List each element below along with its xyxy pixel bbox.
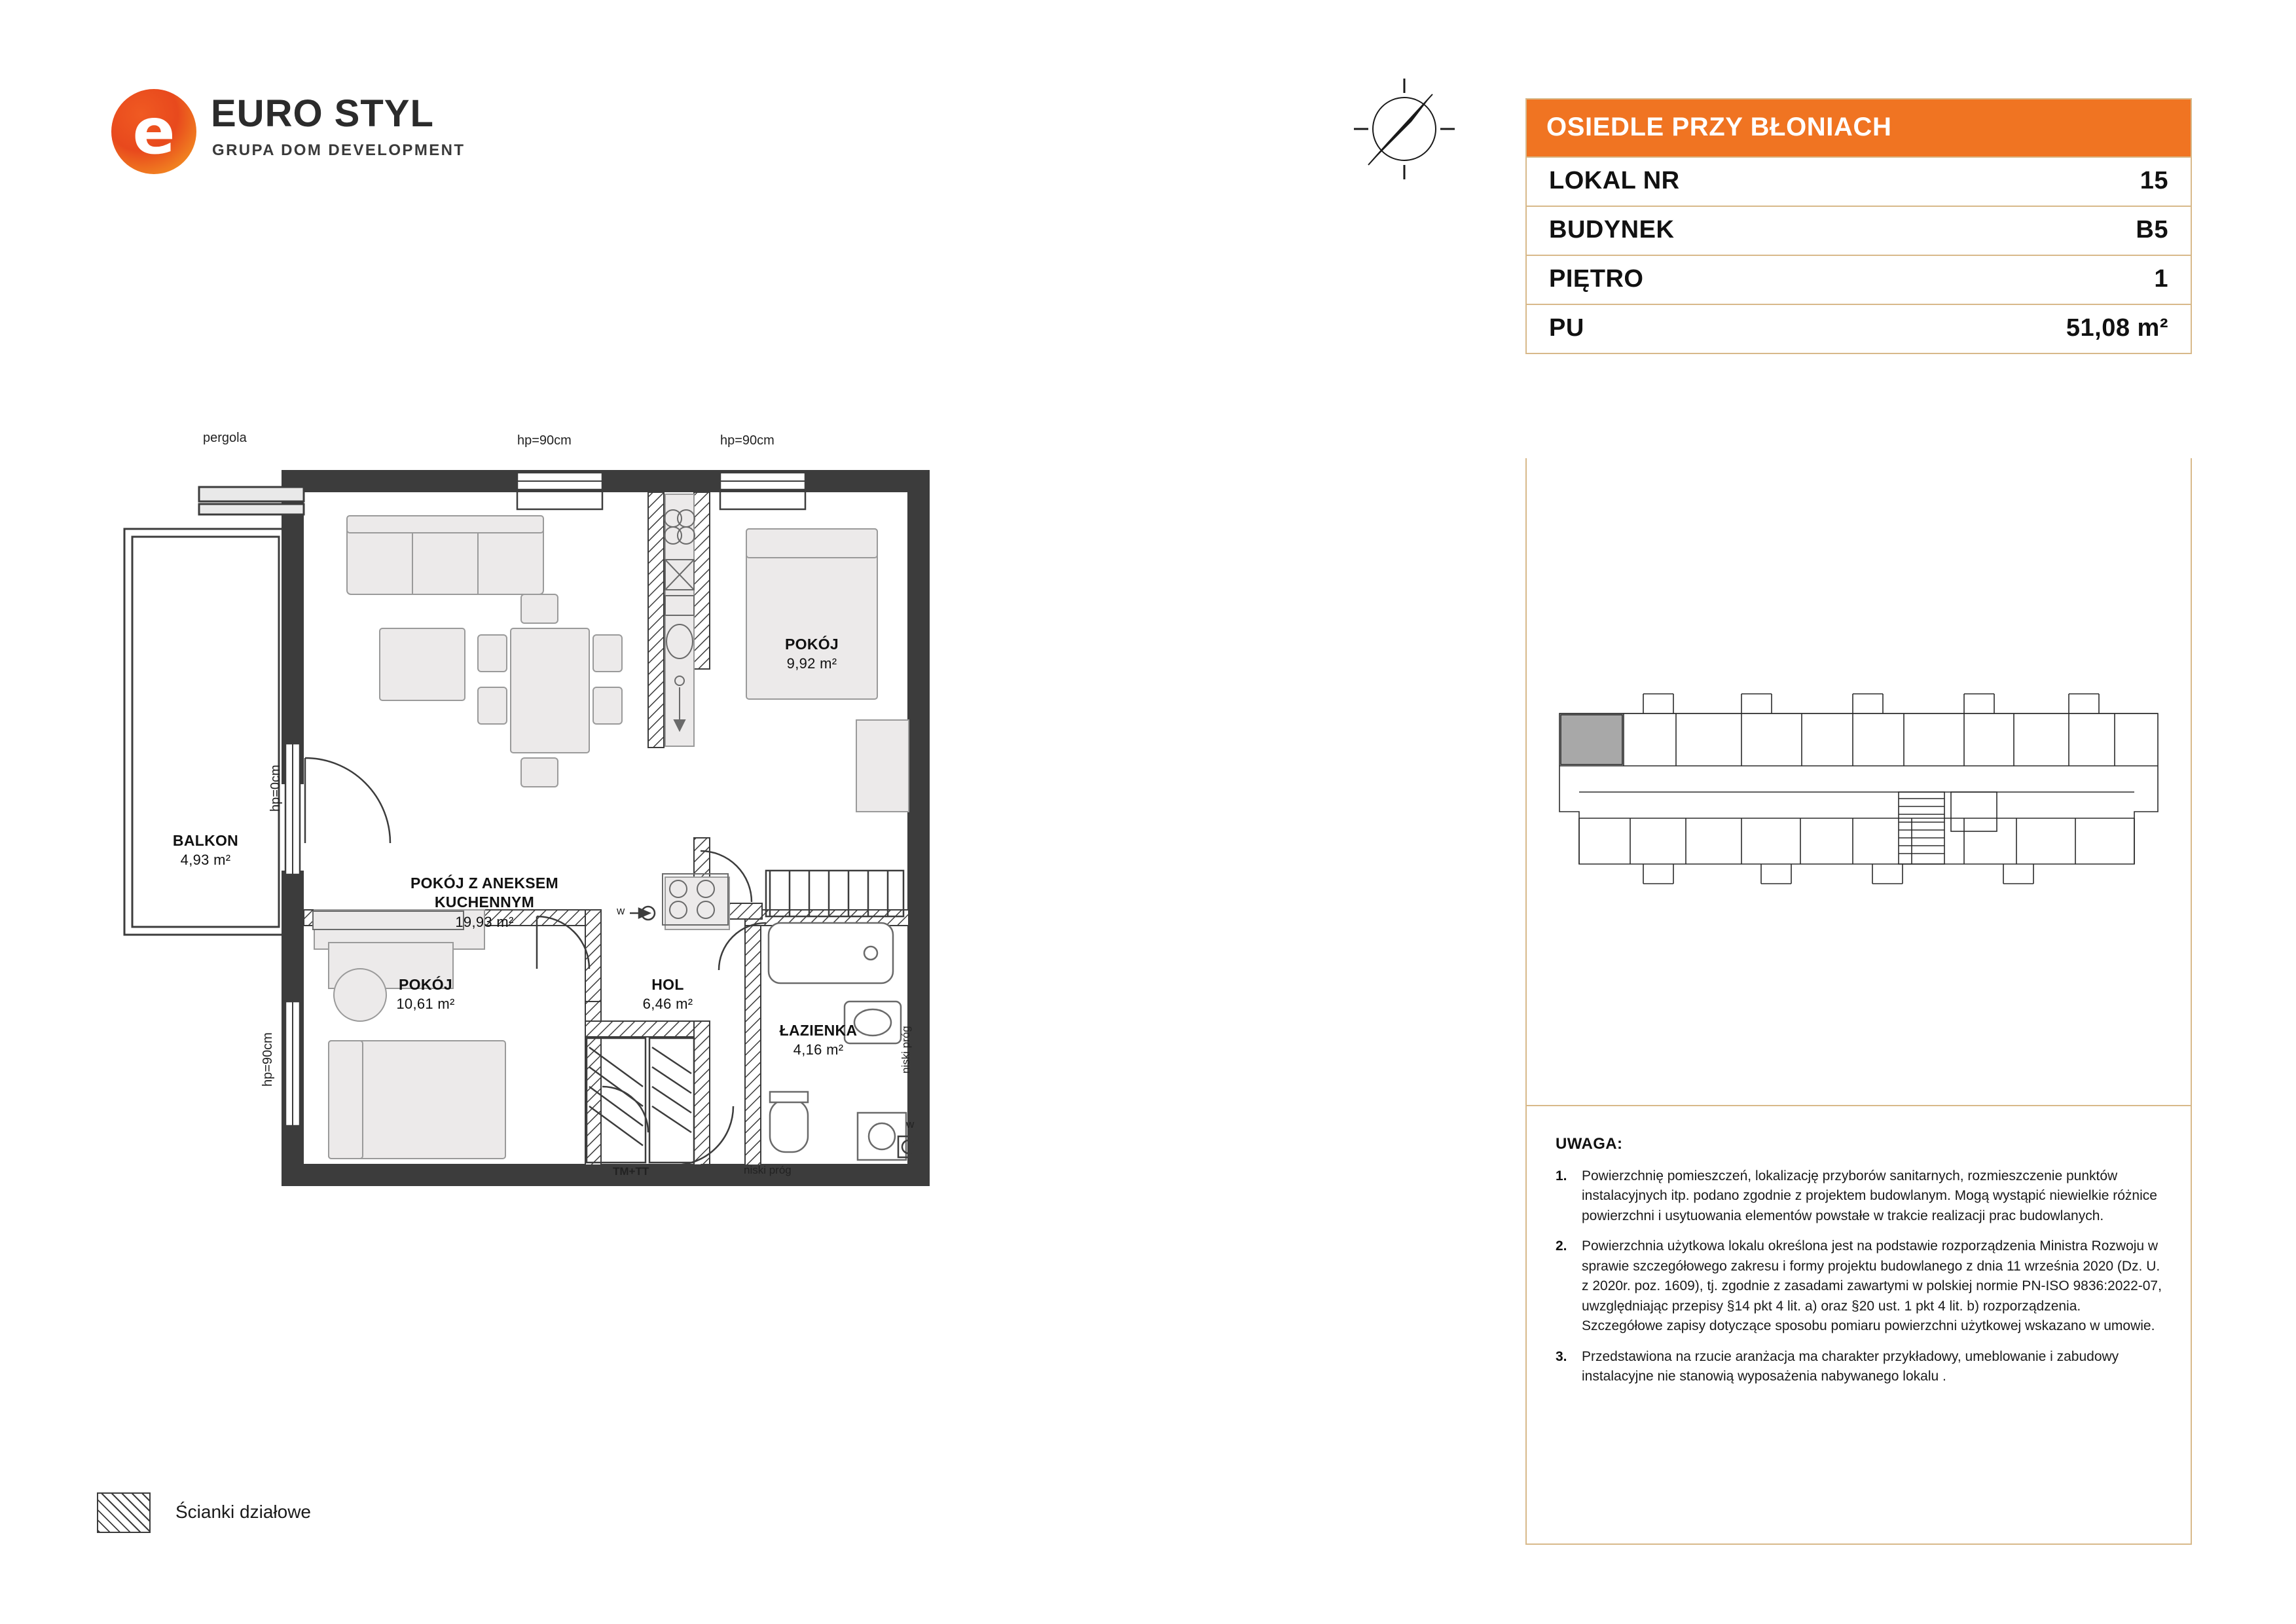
note-text: Przedstawiona na rzucie aranżacja ma charakter przykładowy, umeblowanie i zabudowy instalacyjne nie stanowią wyposażenia nabywanego lokalu . bbox=[1582, 1348, 2119, 1384]
company-logo bbox=[111, 84, 517, 189]
room-area: 6,46 m² bbox=[642, 996, 693, 1013]
room-area: 4,16 m² bbox=[793, 1041, 844, 1058]
logo-tagline: GRUPA DOM DEVELOPMENT bbox=[212, 141, 465, 159]
legend-label: Ścianki działowe bbox=[175, 1502, 311, 1522]
note-item bbox=[1556, 1347, 2162, 1387]
logo-mark-icon bbox=[111, 89, 196, 174]
notes-panel bbox=[1525, 1106, 2192, 1545]
annotation-hp0-balcony: hp=0cm bbox=[268, 765, 283, 812]
compass-rose-icon bbox=[1349, 73, 1460, 185]
logo-wordmark: EURO STYL bbox=[211, 92, 434, 135]
note-number: 1. bbox=[1556, 1168, 1567, 1183]
info-row-budynek bbox=[1527, 206, 2191, 255]
hatch-swatch-icon bbox=[97, 1492, 151, 1533]
info-row-pu bbox=[1527, 304, 2191, 353]
annotation-w-kitchen: w bbox=[617, 905, 625, 917]
unit-info-panel bbox=[1525, 98, 2192, 354]
annotation-niski-prog-1: niski próg bbox=[744, 1164, 792, 1176]
room-name: BALKON bbox=[172, 832, 239, 849]
logo-letter: e bbox=[132, 95, 175, 168]
note-text: Powierzchnię pomieszczeń, lokalizację przyborów sanitarnych, rozmieszczenie punktów instalacyjnych itp. podano zgodnie z projektem budowlanym. Mogą wystąpić niewielkie różnice powierzchni i usytuowania elementów powstałe w trakcie realizacji prac budowlanych. bbox=[1582, 1168, 2157, 1223]
room-name: POKÓJ Z ANEKSEM KUCHENNYM bbox=[410, 875, 558, 911]
room-label-pokoj-1 bbox=[746, 635, 877, 674]
annotation-hp90-top-right: hp=90cm bbox=[720, 433, 774, 448]
estate-name: OSIEDLE PRZY BŁONIACH bbox=[1527, 99, 2191, 156]
room-name: POKÓJ bbox=[398, 976, 453, 993]
annotation-pergola: pergola bbox=[203, 431, 247, 445]
room-label-balkon bbox=[140, 831, 271, 870]
annotation-hp90-top-left: hp=90cm bbox=[517, 433, 572, 448]
room-label-pokoj-aneks bbox=[386, 874, 583, 931]
info-label-lokal: LOKAL NR bbox=[1549, 167, 1680, 194]
note-item bbox=[1556, 1166, 2162, 1226]
info-value-pu: 51,08 m² bbox=[2066, 314, 2168, 342]
info-value-budynek: B5 bbox=[2136, 216, 2168, 244]
floor-plan-drawing bbox=[85, 393, 1460, 1453]
info-label-pu: PU bbox=[1549, 314, 1584, 342]
annotation-w-bath: w bbox=[906, 1118, 915, 1130]
info-label-pietro: PIĘTRO bbox=[1549, 265, 1644, 293]
info-label-budynek: BUDYNEK bbox=[1549, 216, 1675, 244]
note-number: 3. bbox=[1556, 1348, 1567, 1364]
info-value-lokal: 15 bbox=[2140, 167, 2168, 194]
room-name: POKÓJ bbox=[784, 636, 839, 653]
room-label-pokoj-2 bbox=[360, 975, 491, 1014]
info-row-lokal bbox=[1527, 156, 2191, 206]
keyplan-panel bbox=[1525, 458, 2192, 1106]
floor-plan-svg bbox=[85, 393, 1460, 1453]
room-area: 19,93 m² bbox=[455, 913, 514, 930]
note-item bbox=[1556, 1236, 2162, 1336]
building-floor-keyplan bbox=[1545, 668, 2174, 903]
annotation-tm-tt: TM+TT bbox=[613, 1165, 649, 1178]
info-row-pietro bbox=[1527, 255, 2191, 304]
room-label-lazienka bbox=[753, 1021, 884, 1060]
room-name: ŁAZIENKA bbox=[779, 1022, 858, 1039]
room-area: 4,93 m² bbox=[180, 852, 231, 869]
room-area: 10,61 m² bbox=[396, 996, 455, 1013]
room-area: 9,92 m² bbox=[786, 655, 837, 672]
annotation-niski-prog-2: niski próg bbox=[900, 1026, 912, 1074]
note-text: Powierzchnia użytkowa lokalu określona jest na podstawie rozporządzenia Ministra Rozwoju w sprawie szczegółowego zakresu i formy projektu budowlanego z dnia 11 września 2020 (Dz. U. z 2020r. poz. 1609), tj. zgodnie z zasadami zawartymi w polskiej normie PN-ISO 9836:2022-07, uwzględniając przepisy §14 pkt 4 lit. a) oraz §20 ust. 1 pkt 4 lit. b) rozporządzenia. Szczegółowe zapisy dotyczące sposobu pomiaru powierzchni użytkowej wskazano w umowie. bbox=[1582, 1238, 2162, 1334]
annotation-hp90-left: hp=90cm bbox=[261, 1032, 275, 1087]
room-name: HOL bbox=[651, 976, 684, 993]
info-value-pietro: 1 bbox=[2154, 265, 2168, 293]
notes-title: UWAGA: bbox=[1556, 1135, 1623, 1153]
note-number: 2. bbox=[1556, 1238, 1567, 1254]
legend bbox=[97, 1492, 490, 1545]
room-label-hol bbox=[609, 975, 727, 1014]
